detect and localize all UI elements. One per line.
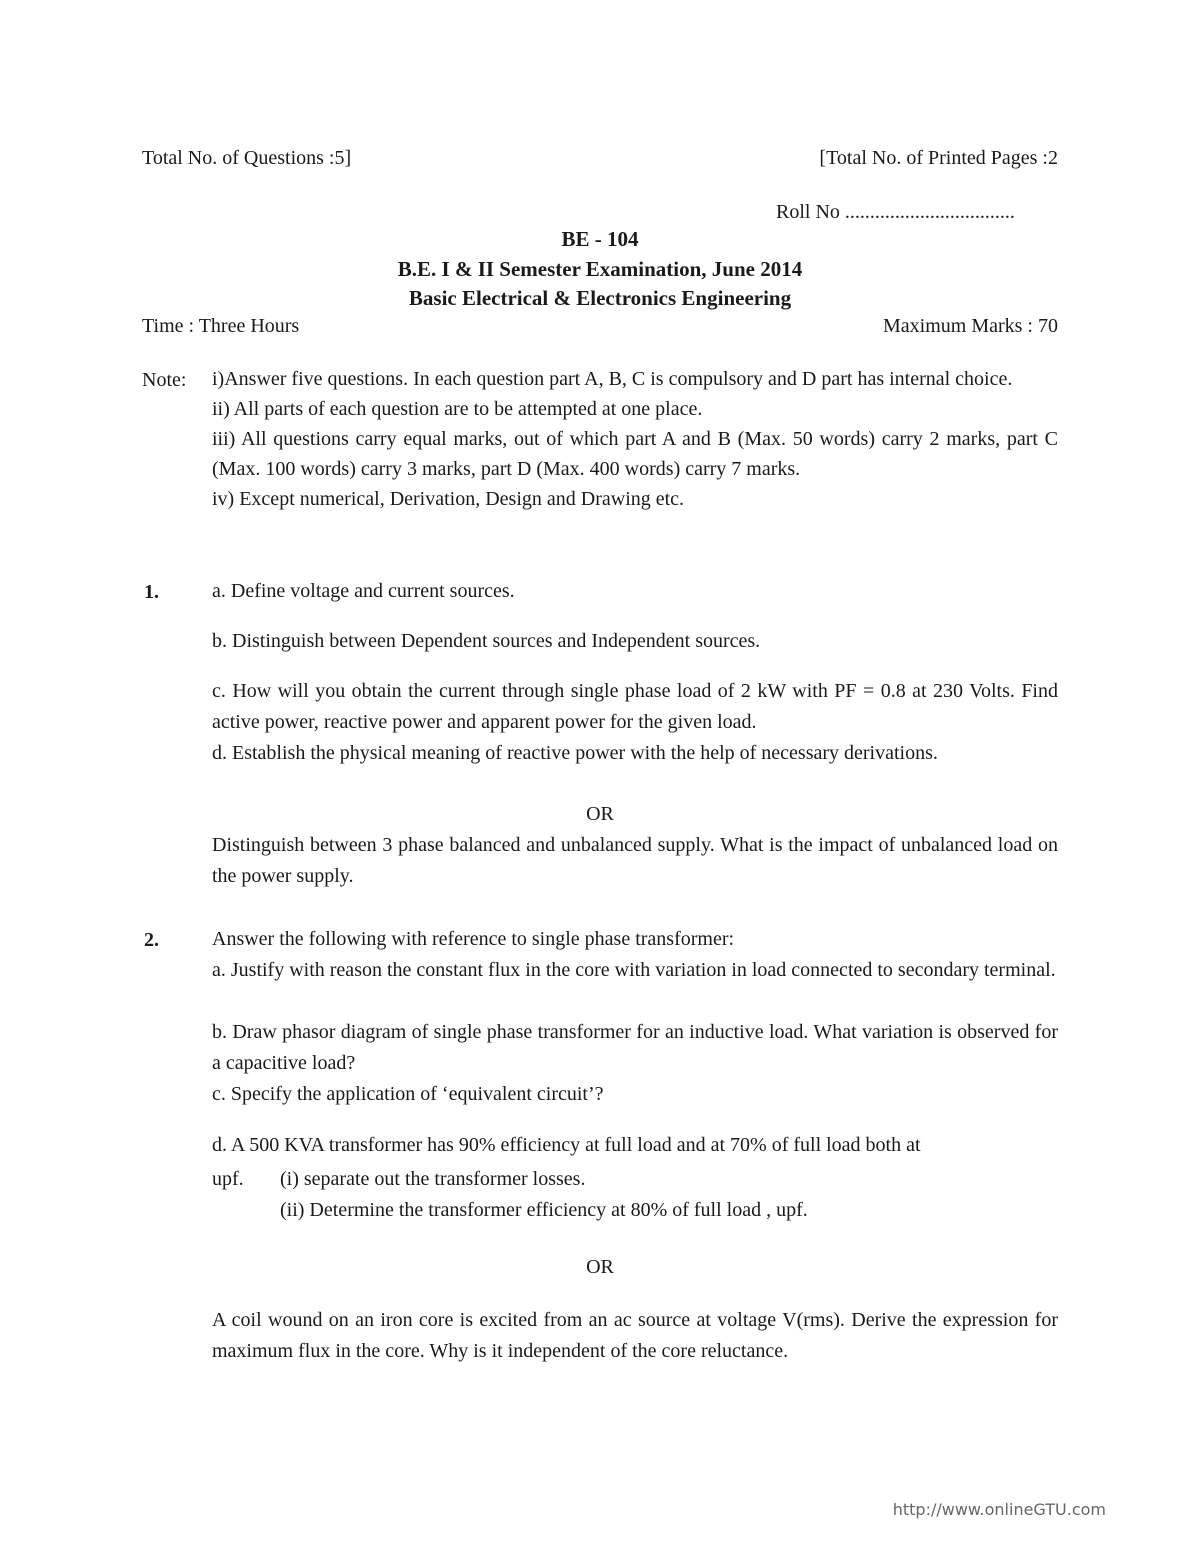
question-2-part-c: c. Specify the application of ‘equivalent circuit’? [212,1083,604,1105]
question-2-part-d: d. A 500 KVA transformer has 90% efficiency at full load and at 70% of full load both at [212,1134,921,1156]
question-1-or: OR [586,803,614,825]
roll-no: Roll No .................................. [776,201,1015,223]
subject-title: Basic Electrical & Electronics Engineering [408,286,792,310]
question-2-part-d-i: (i) separate out the transformer losses. [280,1168,586,1190]
maximum-marks: Maximum Marks : 70 [883,315,1058,337]
question-1-part-a: a. Define voltage and current sources. [212,580,515,602]
note-line-1: i)Answer five questions. In each question part A, B, C is compulsory and D part has internal choice. [212,368,1013,390]
note-label: Note: [142,369,187,391]
note-line-4: iv) Except numerical, Derivation, Design and Drawing etc. [212,488,685,510]
note-line-2: ii) All parts of each question are to be attempted at one place. [212,398,703,420]
footer-url: http://www.onlineGTU.com [892,1500,1106,1519]
question-2-intro: Answer the following with reference to single phase transformer: [212,928,735,950]
question-2-part-d-ii: (ii) Determine the transformer efficiency at 80% of full load , upf. [280,1199,808,1221]
note-line-3: iii) All questions carry equal marks, out of which part A and B (Max. 50 words) carry 2 marks, part C (Max. 100 words) carry 3 marks, part D (Max. 400 words) carry 7 marks. [212,428,1058,480]
question-2-part-a: a. Justify with reason the constant flux in the core with variation in load connected to secondary terminal. [212,959,1056,981]
total-pages: [Total No. of Printed Pages :2 [819,147,1058,169]
exam-title: B.E. I & II Semester Examination, June 2014 [397,257,803,281]
paper-code: BE - 104 [561,227,639,251]
question-2-upf: upf. [212,1168,244,1190]
question-1-part-d: d. Establish the physical meaning of reactive power with the help of necessary derivations. [212,742,938,764]
question-2-part-b: b. Draw phasor diagram of single phase transformer for an inductive load. What variation is observed for a capacitive load? [212,1021,1058,1074]
note-list [212,364,1058,514]
question-1-alternative: Distinguish between 3 phase balanced and unbalanced supply. What is the impact of unbalanced load on the power supply. [212,834,1058,887]
time-allowed: Time : Three Hours [142,315,300,337]
question-2-number: 2. [144,929,159,951]
question-2-alternative: A coil wound on an iron core is excited from an ac source at voltage V(rms). Derive the expression for maximum flux in the core. Why is it independent of the core reluctance. [212,1309,1058,1362]
question-1-part-c: c. How will you obtain the current through single phase load of 2 kW with PF = 0.8 at 230 Volts. Find active power, reactive power and apparent power for the given load. [212,680,1058,733]
question-1-number: 1. [144,581,159,603]
total-questions: Total No. of Questions :5] [142,147,352,169]
question-2-or: OR [586,1256,614,1278]
question-1-part-b: b. Distinguish between Dependent sources and Independent sources. [212,630,761,652]
